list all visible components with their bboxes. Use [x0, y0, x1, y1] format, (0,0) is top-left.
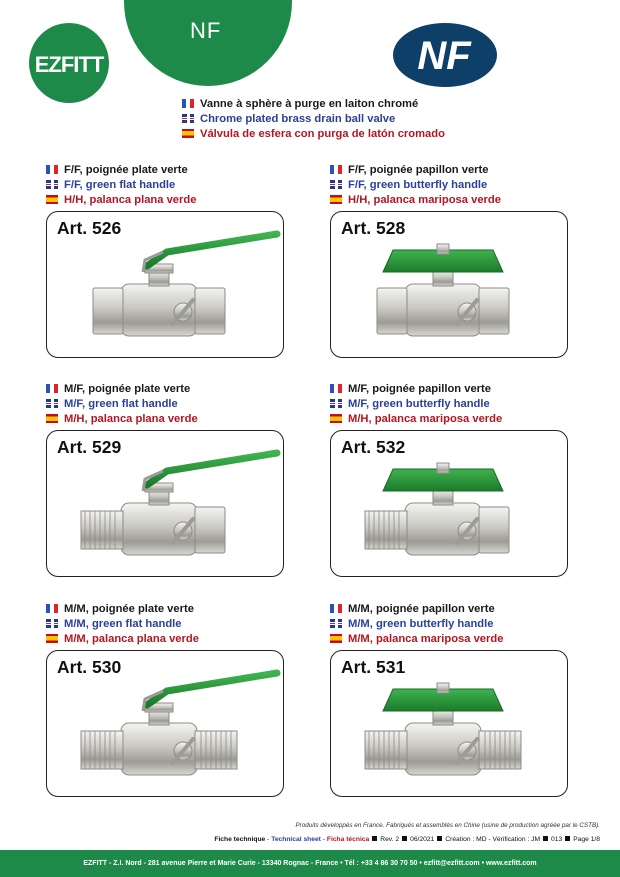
title-es: Válvula de esfera con purga de latón cromado — [200, 127, 445, 140]
article-number: Art. 529 — [57, 437, 122, 457]
uk-flag-icon — [330, 399, 342, 408]
product-card — [330, 211, 568, 358]
caption-en: M/M, green butterfly handle — [348, 617, 494, 630]
article-number: Art. 531 — [341, 657, 406, 677]
caption-en: M/M, green flat handle — [64, 617, 182, 630]
product-caption — [46, 381, 198, 426]
product-caption — [330, 381, 502, 426]
caption-fr: F/F, poignée plate verte — [64, 163, 188, 176]
caption-en: M/F, green flat handle — [64, 397, 178, 410]
meta-creation: Création : MD - Vérification : JM — [445, 836, 541, 843]
title-fr: Vanne à sphère à purge en laiton chromé — [200, 97, 419, 110]
article-number: Art. 528 — [341, 218, 406, 238]
caption-en: M/F, green butterfly handle — [348, 397, 490, 410]
meta-code: 013 — [551, 836, 563, 843]
spain-flag-icon — [46, 414, 58, 423]
meta-page: Page 1/8 — [573, 836, 600, 843]
separator-square-icon — [565, 836, 570, 841]
nf-tab-label: NF — [190, 18, 222, 43]
title-en-line — [182, 111, 445, 126]
uk-flag-icon — [330, 619, 342, 628]
product-card — [46, 211, 284, 358]
caption-fr: M/F, poignée papillon verte — [348, 382, 491, 395]
caption-en: F/F, green butterfly handle — [348, 178, 488, 191]
separator-square-icon — [543, 836, 548, 841]
product-caption — [330, 162, 501, 207]
spain-flag-icon — [46, 634, 58, 643]
nf-certification-logo — [392, 22, 498, 88]
caption-es: H/H, palanca plana verde — [64, 193, 197, 206]
svg-text:NF: NF — [417, 34, 471, 78]
uk-flag-icon — [182, 114, 194, 123]
spain-flag-icon — [330, 195, 342, 204]
document-meta: Fiche technique - Technical sheet - Ficha técnica Rev. 2 06/2021 Création : MD - Vérification : JM 013 Page 1/8 — [214, 836, 600, 843]
title-fr-line — [182, 96, 445, 111]
spain-flag-icon — [182, 129, 194, 138]
caption-es: M/M, palanca plana verde — [64, 632, 199, 645]
product-card — [46, 650, 284, 797]
uk-flag-icon — [46, 180, 58, 189]
caption-fr: M/M, poignée papillon verte — [348, 602, 495, 615]
caption-fr: M/F, poignée plate verte — [64, 382, 191, 395]
article-number: Art. 530 — [57, 657, 122, 677]
france-flag-icon — [46, 604, 58, 613]
caption-en: F/F, green flat handle — [64, 178, 176, 191]
title-es-line — [182, 126, 445, 141]
product-card — [46, 430, 284, 577]
france-flag-icon — [182, 99, 194, 108]
product-caption — [46, 162, 196, 207]
uk-flag-icon — [330, 180, 342, 189]
caption-es: M/H, palanca mariposa verde — [348, 412, 503, 425]
product-card — [330, 650, 568, 797]
meta-rev: Rev. 2 — [380, 836, 400, 843]
title-en: Chrome plated brass drain ball valve — [200, 112, 396, 125]
france-flag-icon — [46, 384, 58, 393]
separator-square-icon — [437, 836, 442, 841]
france-flag-icon — [330, 384, 342, 393]
caption-es: M/M, palanca mariposa verde — [348, 632, 504, 645]
france-flag-icon — [330, 604, 342, 613]
separator-square-icon — [372, 836, 377, 841]
spain-flag-icon — [330, 634, 342, 643]
product-caption — [46, 601, 199, 646]
caption-fr: F/F, poignée papillon verte — [348, 163, 489, 176]
caption-es: M/H, palanca plana verde — [64, 412, 198, 425]
meta-en: Technical sheet — [271, 836, 321, 843]
product-card — [330, 430, 568, 577]
product-caption — [330, 601, 503, 646]
article-number: Art. 526 — [57, 218, 122, 238]
caption-es: H/H, palanca mariposa verde — [348, 193, 501, 206]
caption-fr: M/M, poignée plate verte — [64, 602, 194, 615]
uk-flag-icon — [46, 619, 58, 628]
meta-fr: Fiche technique — [214, 836, 266, 843]
spain-flag-icon — [46, 195, 58, 204]
article-number: Art. 532 — [341, 437, 406, 457]
ezfitt-logo — [28, 22, 110, 104]
footer-contact-bar: EZFITT - Z.I. Nord - 281 avenue Pierre et Marie Curie - 13340 Rognac - France • Tél : +33 4 86 30 70 50 • ezfitt@ezfitt.com • www.ezfitt.com — [0, 850, 620, 877]
france-flag-icon — [46, 165, 58, 174]
svg-text:EZFITT: EZFITT — [34, 52, 104, 77]
spain-flag-icon — [330, 414, 342, 423]
product-title — [182, 96, 445, 141]
uk-flag-icon — [46, 399, 58, 408]
meta-date: 06/2021 — [410, 836, 435, 843]
origin-footnote: Produits développés en France. Fabriqués et assemblés en Chine (usine de production agréée par le CSTB). — [295, 822, 600, 829]
meta-es: Ficha técnica — [326, 836, 370, 843]
separator-square-icon — [402, 836, 407, 841]
france-flag-icon — [330, 165, 342, 174]
